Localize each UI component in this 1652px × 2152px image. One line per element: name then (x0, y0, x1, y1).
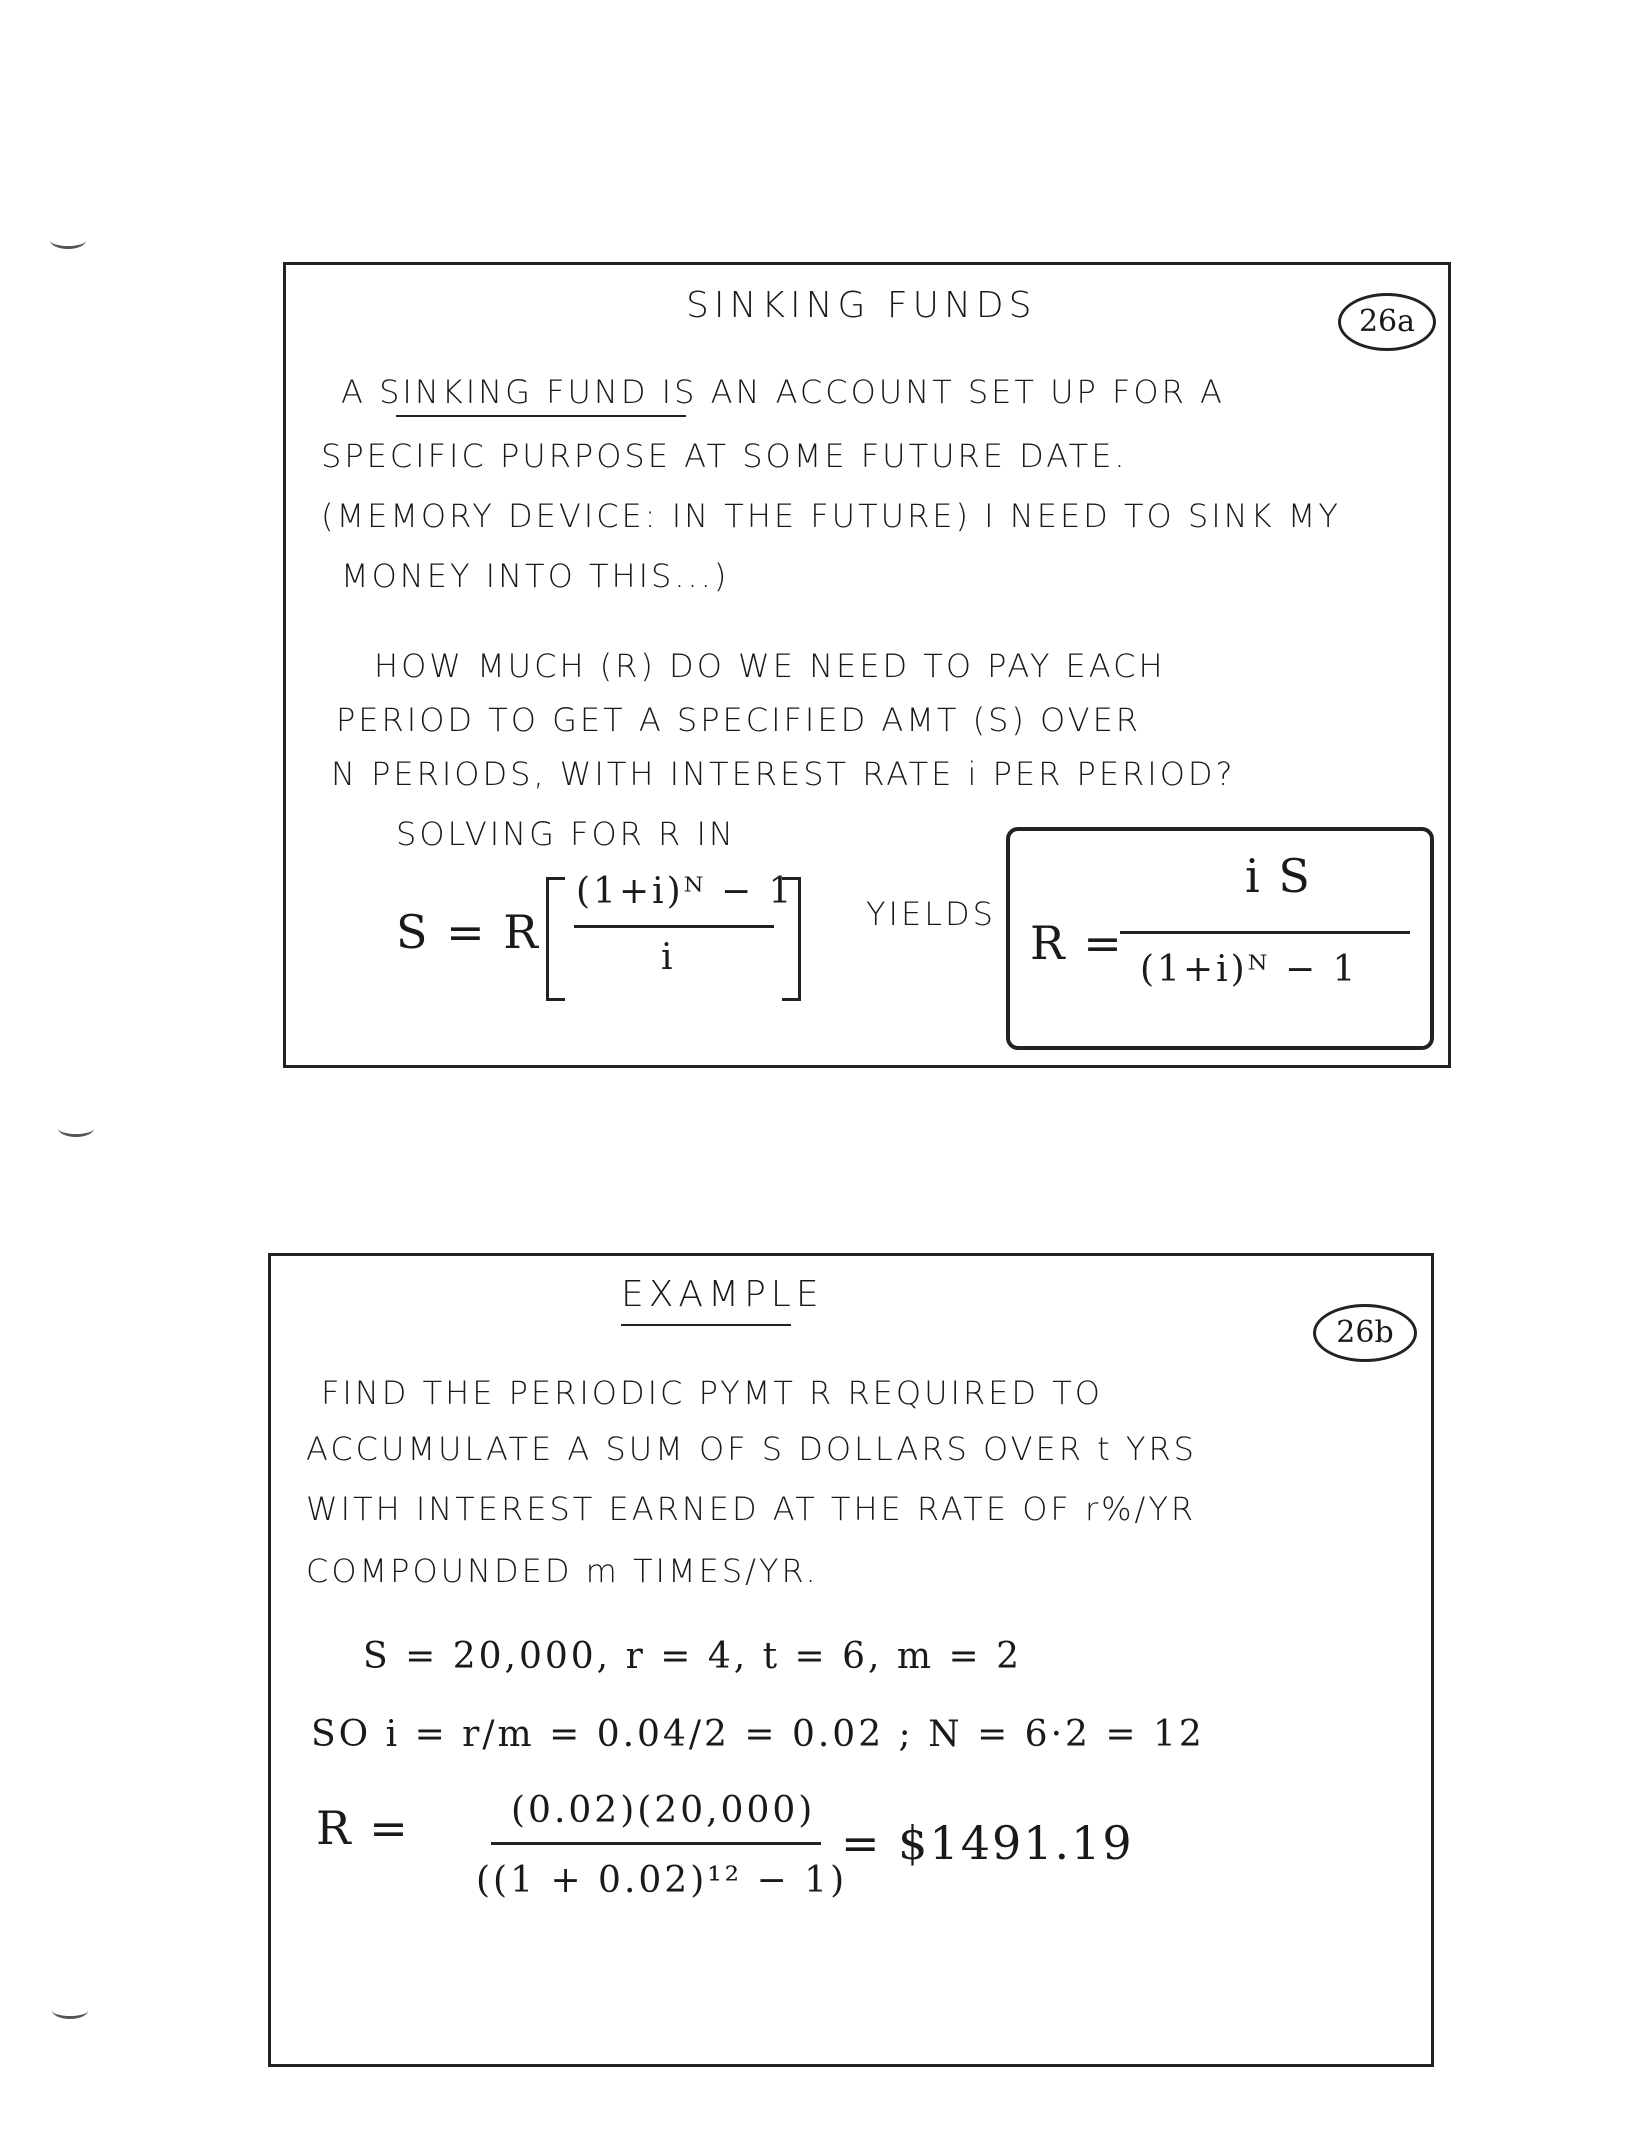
text-line: SOLVING FOR R IN (396, 815, 736, 853)
fraction-bar (574, 925, 774, 928)
result-numerator: (0.02)(20,000) (511, 1790, 816, 1831)
slide-number-badge: 26b (1313, 1304, 1417, 1362)
scan-mark (58, 1120, 94, 1137)
scan-mark (50, 232, 86, 249)
text-line: PERIOD TO GET A SPECIFIED AMT (S) OVER (336, 701, 1142, 739)
so-line: SO i = r/m = 0.04/2 = 0.02 ; N = 6·2 = 12 (311, 1714, 1205, 1755)
left-bracket (546, 877, 565, 1001)
text-line: A SINKING FUND IS AN ACCOUNT SET UP FOR A (341, 373, 1225, 411)
result-r: R = (1030, 916, 1124, 970)
right-bracket (782, 877, 801, 1001)
formula-denominator: i (661, 937, 676, 978)
text-line: SPECIFIC PURPOSE AT SOME FUTURE DATE. (321, 437, 1128, 475)
text-line: COMPOUNDED m TIMES/YR. (306, 1552, 819, 1590)
text-line: MONEY INTO THIS...) (341, 557, 730, 595)
text-line: ACCUMULATE A SUM OF S DOLLARS OVER t YRS (306, 1430, 1197, 1468)
text-line: N PERIODS, WITH INTEREST RATE i PER PERIOD? (331, 755, 1236, 793)
result-value: = $1491.19 (841, 1816, 1134, 1870)
result-denominator: (1+i)ᴺ − 1 (1140, 949, 1359, 990)
fraction-bar (1120, 931, 1410, 934)
slide-title: SINKING FUNDS (686, 285, 1037, 326)
given-values: S = 20,000, r = 4, t = 6, m = 2 (363, 1636, 1023, 1677)
text-line: WITH INTEREST EARNED AT THE RATE OF r%/YR (306, 1490, 1197, 1528)
text-line: HOW MUCH (R) DO WE NEED TO PAY EACH (374, 647, 1166, 685)
scan-mark (52, 2002, 88, 2019)
fraction-bar (491, 1842, 821, 1845)
text-line: FIND THE PERIODIC PYMT R REQUIRED TO (321, 1374, 1103, 1412)
slide-sinking-funds (283, 262, 1451, 1068)
title-underline (621, 1324, 791, 1326)
yields-label: YIELDS (866, 895, 996, 933)
slide-title: EXAMPLE (621, 1274, 824, 1315)
result-box (1006, 827, 1434, 1050)
text-line: (MEMORY DEVICE: IN THE FUTURE) I NEED TO SINK MY (321, 497, 1341, 535)
slide-number-badge: 26a (1338, 293, 1436, 351)
result-r: R = (316, 1801, 410, 1855)
slide-example (268, 1253, 1434, 2067)
formula-s: S = R (396, 905, 540, 959)
result-denominator: ((1 + 0.02)¹² − 1) (476, 1860, 848, 1901)
formula-numerator: (1+i)ᴺ − 1 (576, 871, 795, 912)
term-underline (396, 415, 686, 417)
result-numerator: i S (1245, 849, 1312, 903)
